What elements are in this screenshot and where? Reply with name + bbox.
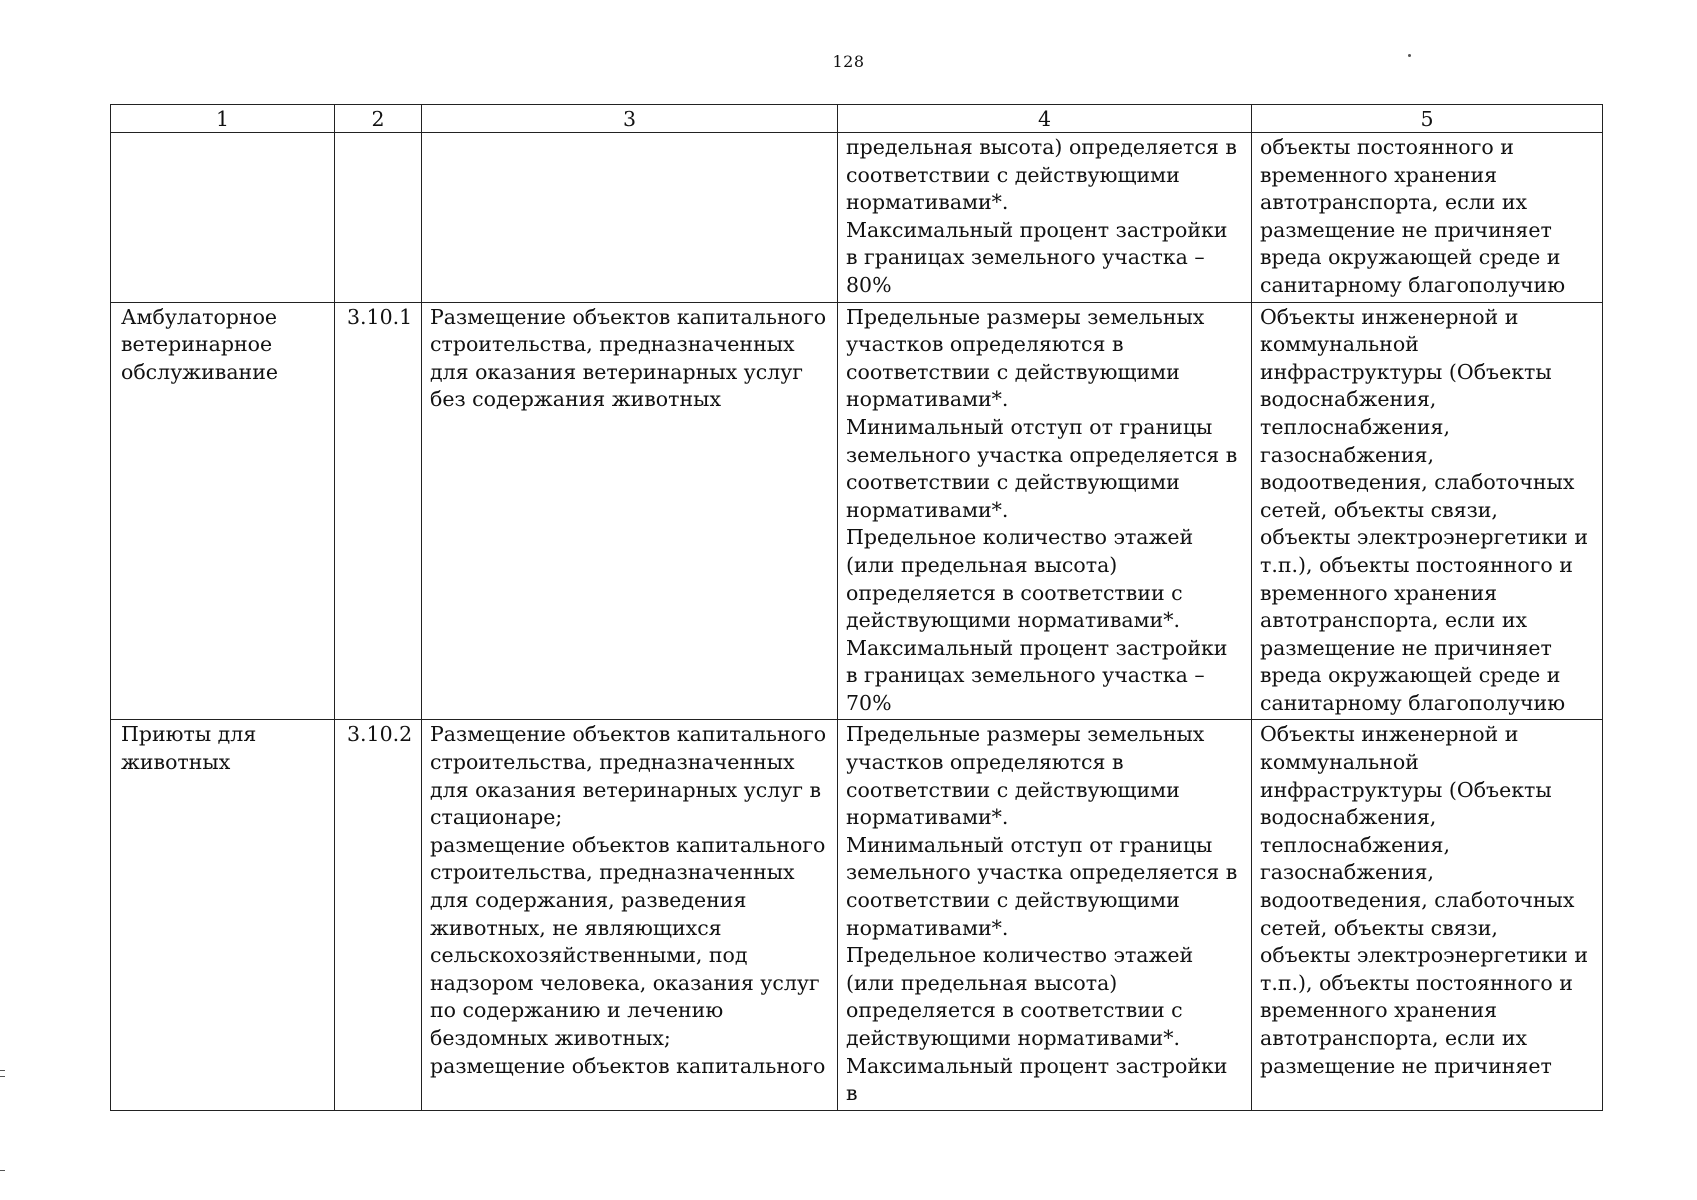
cell-paragraph: Предельное количество этажей (или предельная высота) определяется в соответствии с действующими нормативами*.: [846, 525, 1194, 633]
header-row: [111, 105, 1603, 133]
land-use-description-cell: [422, 302, 838, 720]
cell-paragraph: размещение объектов капитального строительства, предназначенных для содержания, разведения животных, не являющихся сельскохозяйственными, под надзором человека, оказания услуг по содержанию и лечению бездомных животных;: [430, 832, 826, 1050]
land-use-code-cell: [335, 720, 422, 1110]
cell-paragraph: Максимальный процент застройки в границах земельного участка – 70%: [846, 635, 1228, 715]
land-use-code-cell: [335, 133, 422, 303]
land-use-name-cell: [111, 720, 335, 1110]
building-parameters-cell: [838, 720, 1252, 1110]
column-header-2: 2: [335, 105, 422, 133]
auxiliary-uses-cell: [1252, 133, 1603, 303]
land-use-description-cell: [422, 720, 838, 1110]
table-row: [111, 720, 1603, 1110]
column-header-5: 5: [1252, 105, 1603, 133]
cell-paragraph: Предельное количество этажей (или предельная высота) определяется в соответствии с действующими нормативами*.: [846, 943, 1194, 1050]
column-header-1: 1: [111, 105, 335, 133]
column-header-3: 3: [422, 105, 838, 133]
cell-paragraph: Минимальный отступ от границы земельного участка определяется в соответствии с действующими нормативами*.: [846, 414, 1238, 522]
scan-speck: [1408, 54, 1411, 57]
cell-paragraph: Амбулаторное ветеринарное обслуживание: [121, 304, 278, 384]
cell-paragraph: Предельные размеры земельных участков определяются в соответствии с действующими нормативами*.: [846, 304, 1205, 412]
land-use-code-cell: [335, 302, 422, 720]
cell-paragraph: Объекты инженерной и коммунальной инфраструктуры (Объекты водоснабжения, теплоснабжения, газоснабжения, водоотведения, слаботочных сетей, объекты связи, объекты электроэнергетики и т.п.), объекты постоянного и временного хранения автотранспорта, если их размещение не причиняет: [1260, 722, 1589, 1078]
cell-paragraph: Размещение объектов капитального строительства, предназначенных для оказания ветеринарных услуг в стационаре;: [430, 722, 827, 830]
column-header-4: 4: [838, 105, 1252, 133]
cell-text: 3.10.1: [347, 304, 413, 329]
scan-edge-mark: [0, 1076, 5, 1077]
building-parameters-cell: [838, 302, 1252, 720]
cell-paragraph: Размещение объектов капитального строительства, предназначенных для оказания ветеринарных услуг без содержания животных: [430, 304, 827, 412]
cell-text: 3.10.2: [347, 722, 413, 747]
scan-edge-mark: [0, 1170, 5, 1171]
building-parameters-cell: [838, 133, 1252, 303]
auxiliary-uses-cell: [1252, 720, 1603, 1110]
land-use-name-cell: [111, 302, 335, 720]
cell-paragraph: Минимальный отступ от границы земельного участка определяется в соответствии с действующими нормативами*.: [846, 832, 1238, 940]
cell-paragraph: объекты постоянного и временного хранения автотранспорта, если их размещение не причиняет вреда окружающей среде и санитарному благополучию: [1260, 135, 1566, 297]
table-body: [111, 133, 1603, 1111]
page-number: 128: [832, 52, 865, 71]
table-row: [111, 133, 1603, 303]
auxiliary-uses-cell: [1252, 302, 1603, 720]
land-use-name-cell: [111, 133, 335, 303]
cell-paragraph: Предельные размеры земельных участков определяются в соответствии с действующими нормативами*.: [846, 722, 1205, 830]
land-use-description-cell: [422, 133, 838, 303]
cell-paragraph: Максимальный процент застройки в границах земельного участка – 80%: [846, 217, 1228, 297]
cell-paragraph: Объекты инженерной и коммунальной инфраструктуры (Объекты водоснабжения, теплоснабжения, газоснабжения, водоотведения, слаботочных сетей, объекты связи, объекты электроэнергетики и т.п.), объекты постоянного и временного хранения автотранспорта, если их размещение не причиняет вреда окружающей среде и санитарному благополучию: [1260, 304, 1589, 715]
cell-paragraph: Приюты для животных: [121, 722, 257, 775]
cell-paragraph: Максимальный процент застройки в: [846, 1053, 1228, 1106]
table-row: [111, 302, 1603, 720]
zoning-table: [110, 104, 1603, 1111]
cell-paragraph: предельная высота) определяется в соответствии с действующими нормативами*.: [846, 135, 1237, 215]
scan-edge-mark: [0, 1070, 5, 1071]
cell-paragraph: размещение объектов капитального: [430, 1053, 826, 1078]
